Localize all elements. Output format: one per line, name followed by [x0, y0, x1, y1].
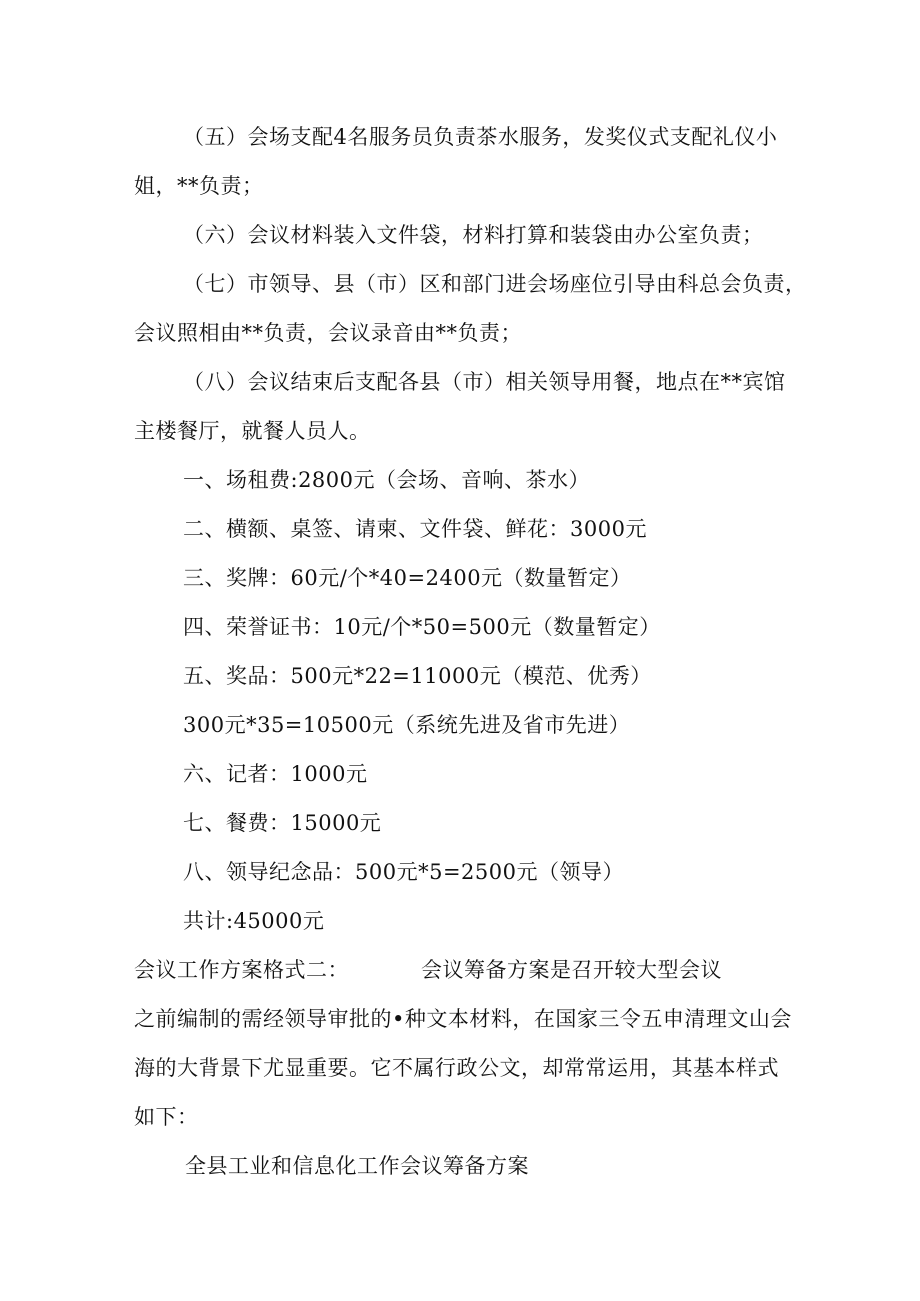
paragraph-item-5-line-1: （五）会场支配4名服务员负责茶水服务，发奖仪式支配礼仪小: [183, 125, 778, 149]
plan-title: 全县工业和信息化工作会议筹备方案: [185, 1154, 529, 1178]
paragraph-item-7-line-2: 会议照相由**负责，会议录音由**负责；: [134, 321, 522, 345]
paragraph-item-6: （六）会议材料装入文件袋，材料打算和装袋由办公室负责；: [183, 223, 764, 247]
intro-paragraph-line-1: 会议筹备方案是召开较大型会议: [421, 958, 722, 982]
paragraph-item-5-line-2: 姐，**负责；: [134, 174, 264, 198]
paragraph-item-7-line-1: （七）市领导、县（市）区和部门进会场座位引导由科总会负责，: [183, 272, 807, 296]
budget-line-1: 一、场租费:2800元（会场、音响、茶水）: [183, 468, 591, 492]
budget-total: 共计:45000元: [183, 909, 325, 933]
budget-line-5: 五、奖品：500元*22=11000元（模范、优秀）: [183, 664, 652, 688]
budget-line-4: 四、荣誉证书：10元/个*50=500元（数量暂定）: [183, 615, 661, 639]
section-heading-format-two: 会议工作方案格式二：: [134, 958, 349, 982]
intro-paragraph-line-4: 如下：: [134, 1105, 199, 1129]
intro-paragraph-line-2: 之前编制的需经领导审批的•种文本材料，在国家三令五申清理文山会: [134, 1007, 792, 1031]
budget-line-5-continued: 300元*35=10500元（系统先进及省市先进）: [183, 713, 631, 737]
paragraph-item-8-line-1: （八）会议结束后支配各县（市）相关领导用餐，地点在**宾馆: [183, 370, 786, 394]
budget-line-3: 三、奖牌：60元/个*40=2400元（数量暂定）: [183, 566, 632, 590]
paragraph-item-8-line-2: 主楼餐厅，就餐人员人。: [134, 419, 371, 443]
budget-line-2: 二、横额、桌签、请柬、文件袋、鲜花：3000元: [183, 517, 647, 541]
budget-line-7: 七、餐费：15000元: [183, 811, 382, 835]
budget-line-6: 六、记者：1000元: [183, 762, 368, 786]
intro-paragraph-line-3: 海的大背景下尤显重要。它不属行政公文，却常常运用，其基本样式: [134, 1056, 779, 1080]
budget-line-8: 八、领导纪念品：500元*5=2500元（领导）: [183, 860, 624, 884]
